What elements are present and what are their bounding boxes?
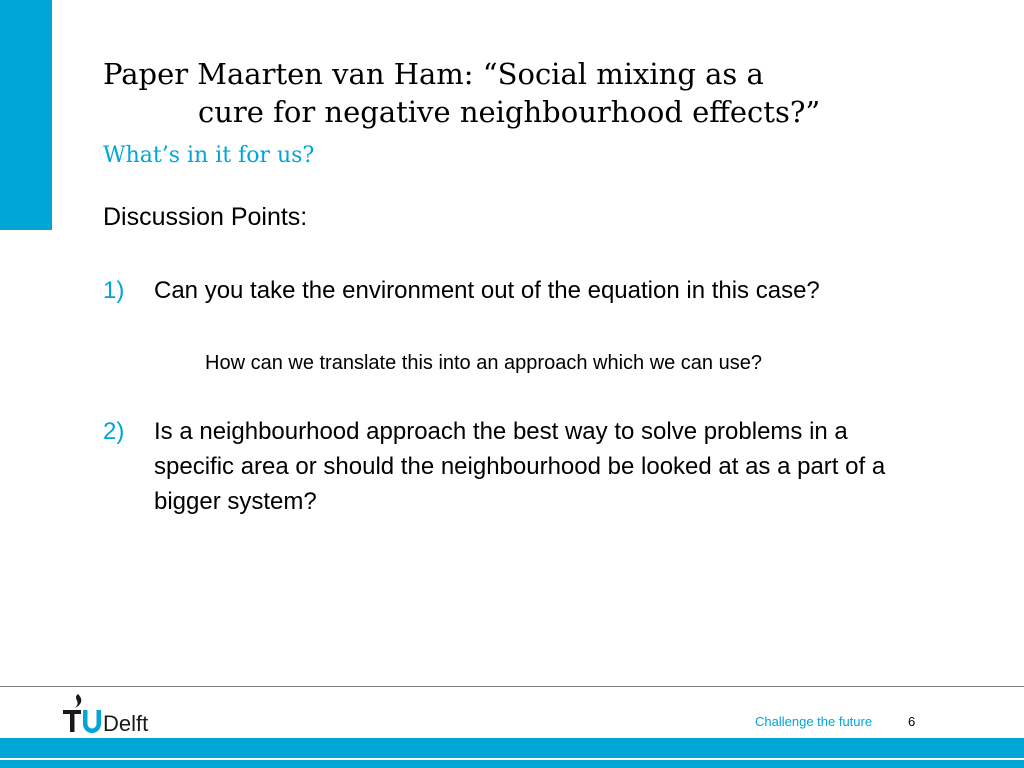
page-number: 6 — [908, 714, 916, 729]
tu-delft-logo — [62, 690, 172, 734]
footer-band-stripe — [0, 758, 1024, 760]
logo-text: Delft — [103, 711, 149, 734]
discussion-point-2 — [103, 414, 923, 519]
title-line-1: Paper Maarten van Ham: “Social mixing as a — [103, 57, 764, 91]
point-number-1: 1) — [103, 277, 125, 304]
discussion-heading: Discussion Points: — [103, 203, 308, 231]
flame-icon — [75, 694, 81, 708]
slide-subtitle: What’s in it for us? — [103, 143, 315, 168]
discussion-point-1 — [103, 273, 923, 308]
point-text-2: Is a neighbourhood approach the best way to solve problems in a specific area or should the neighbourhood be looked at as a part of a bigger system? — [154, 418, 886, 515]
footer-band — [0, 738, 1024, 768]
title-line-2: cure for negative neighbourhood effects?” — [198, 95, 821, 129]
slide-title — [103, 55, 983, 131]
sub-point: How can we translate this into an approach which we can use? — [205, 352, 762, 374]
accent-bar — [0, 0, 52, 230]
point-number-2: 2) — [103, 418, 125, 445]
point-text-1: Can you take the environment out of the equation in this case? — [154, 277, 820, 304]
footer-tagline: Challenge the future — [755, 714, 873, 729]
footer-divider — [0, 686, 1024, 687]
